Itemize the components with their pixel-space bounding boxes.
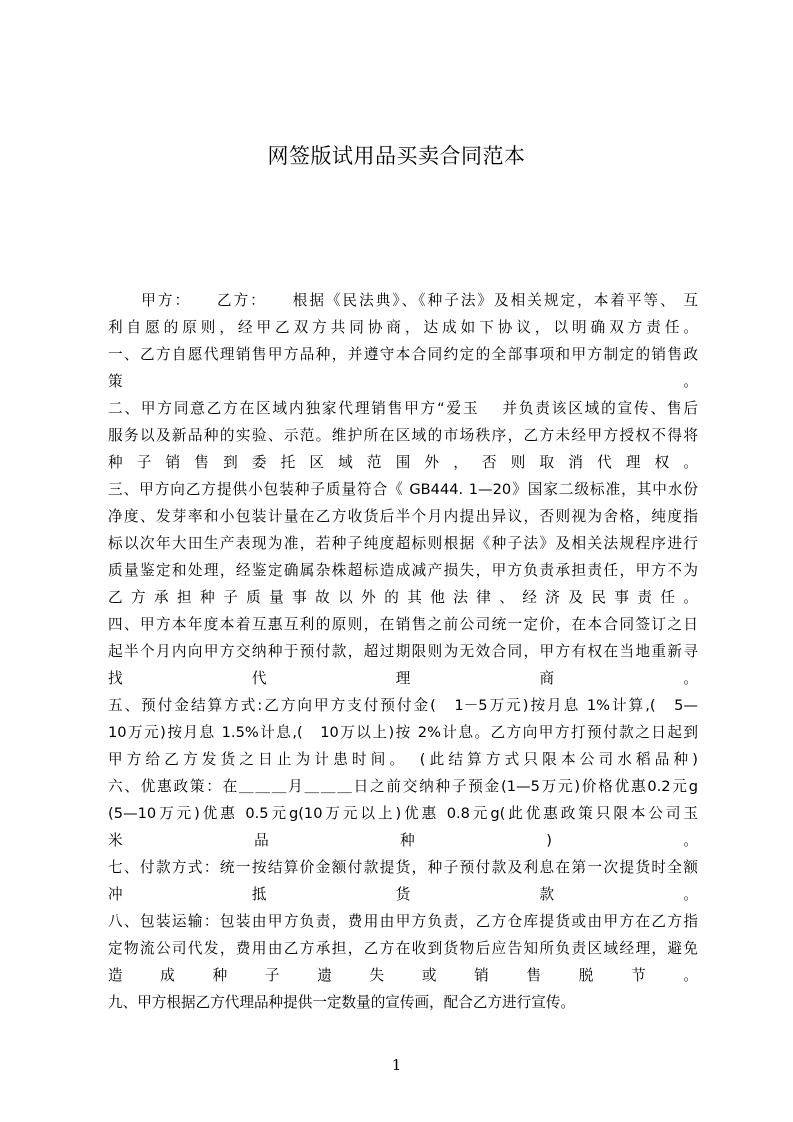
- body-line: 起半个月内向甲方交纳种于预付款，超过期限则为无效合同，甲方有权在当地重新寻: [108, 643, 698, 660]
- body-line: 三、甲方向乙方提供小包装种子质量符合《 GB444. 1—20》国家二级标准，其中水份: [108, 481, 698, 498]
- body-line: 六、优惠政策：在＿＿＿月＿＿＿日之前交纳种子预金(1—5万元)价格优惠0.2元g: [108, 778, 698, 795]
- body-line: 策 。: [108, 373, 698, 390]
- page-number: 1: [391, 1056, 402, 1074]
- body-line: 一、乙方自愿代理销售甲方品种，并遵守本合同约定的全部事项和甲方制定的销售政: [108, 346, 698, 363]
- body-line: 定物流公司代发，费用由乙方承担，乙方在收到货物后应告知所负责区域经理，避免: [108, 940, 698, 957]
- body-line: 利自愿的原则，经甲乙双方共同协商，达成如下协议，以明确双方责任。: [108, 319, 698, 336]
- body-line: 标以次年大田生产表现为准，若种子纯度超标则根据《种子法》及相关法规程序进行: [108, 535, 698, 552]
- body-line: 八、包装运输：包装由甲方负责，费用由甲方负责，乙方仓库提货或由甲方在乙方指: [108, 913, 698, 930]
- body-line: (5—10万元)优惠 0.5元g(10万元以上)优惠 0.8元g(此优惠政策只限本公司玉: [108, 805, 698, 822]
- body-line: 甲方给乙方发货之日止为计患时间。 (此结算方式只限本公司水稻品种): [108, 751, 698, 768]
- body-line: 九、甲方根据乙方代理品种提供一定数量的宣传画，配合乙方进行宣传。: [108, 994, 576, 1011]
- body-line: 甲方： 乙方： 根据《民法典》、《种子法》及相关规定，本着平等、 互: [108, 292, 698, 309]
- body-line: 净度、发芽率和小包装计量在乙方收货后半个月内提出异议，否则视为舍格，纯度指: [108, 508, 698, 525]
- body-line: 找 代 理 商 。: [108, 670, 698, 687]
- body-line: 二、甲方同意乙方在区域内独家代理销售甲方“爱玉 并负责该区域的宣传、售后: [108, 400, 698, 417]
- body-line: 四、甲方本年度本着互惠互利的原则，在销售之前公司统一定价，在本合同签订之日: [108, 616, 698, 633]
- page-title: 网签版试用品买卖合同范本: [267, 144, 526, 168]
- body-line: 种子销售到委托区域范围外，否则取消代理权。: [108, 454, 698, 471]
- body-line: 造 成 种 子 遗 失 或 销 售 脱 节 。: [108, 967, 698, 984]
- body-line: 米 品 种 ) 。: [108, 832, 698, 849]
- body-line: 五、预付金结算方式:乙方向甲方支付预付金( 1－5万元)按月息 1%计算,( 5—: [108, 697, 698, 714]
- body-line: 10万元)按月息 1.5%计息,( 10万以上)按 2%计息。乙方向甲方打预付款之日起到: [108, 724, 698, 741]
- body-line: 七、付款方式：统一按结算价金额付款提货，种子预付款及利息在第一次提货时全额: [108, 859, 698, 876]
- body-line: 质量鉴定和处理，经鉴定确属杂株超标造成减产损失，甲方负责承担责任，甲方不为: [108, 562, 698, 579]
- body-line: 服务以及新品种的实验、示范。维护所在区域的市场秩序，乙方未经甲方授权不得将: [108, 427, 698, 444]
- body-line: 乙方承担种子质量事故以外的其他法律、经济及民事责任。: [108, 589, 698, 606]
- body-line: 冲 抵 货 款 。: [108, 886, 698, 903]
